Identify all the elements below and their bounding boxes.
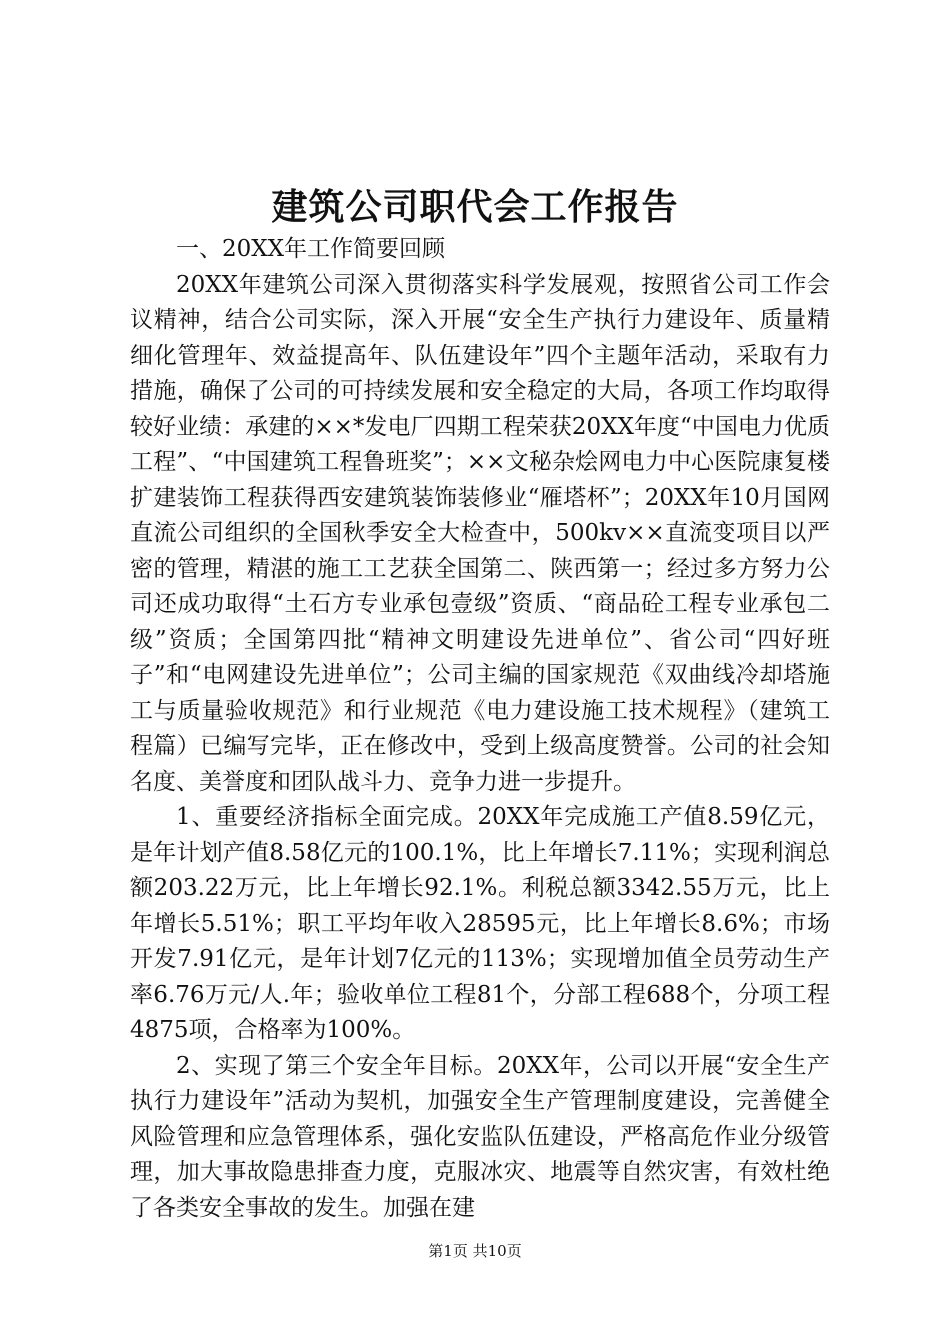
document-body (130, 232, 830, 1226)
paragraph-overview: 20XX年建筑公司深入贯彻落实科学发展观，按照省公司工作会议精神，结合公司实际，深入开展“安全生产执行力建设年、质量精细化管理年、效益提高年、队伍建设年”四个主题年活动，采取有力措施，确保了公司的可持续发展和安全稳定的大局，各项工作均取得较好业绩：承建的××*发电厂四期工程荣获20XX年度“中国电力优质工程”、“中国建筑工程鲁班奖”；××文秘杂烩网电力中心医院康复楼扩建装饰工程获得西安建筑装饰装修业“雁塔杯”；20XX年10月国网直流公司组织的全国秋季安全大检查中，500kv××直流变项目以严密的管理，精湛的施工工艺获全国第二、陕西第一；经过多方努力公司还成功取得“土石方专业承包壹级”资质、“商品砼工程专业承包二级”资质；全国第四批“精神文明建设先进单位”、省公司“四好班子”和“电网建设先进单位”；公司主编的国家规范《双曲线冷却塔施工与质量验收规范》和行业规范《电力建设施工技术规程》（建筑工程篇）已编写完毕，正在修改中，受到上级高度赞誉。公司的社会知名度、美誉度和团队战斗力、竞争力进一步提升。 (130, 271, 830, 795)
paragraph-economic-indicators: 1、重要经济指标全面完成。20XX年完成施工产值8.59亿元，是年计划产值8.58亿元的100.1%，比上年增长7.11%；实现利润总额203.22万元，比上年增长92.1%。利税总额3342.55万元，比上年增长5.51%；职工平均年收入28595元，比上年增长8.6%；市场开发7.91亿元，是年计划7亿元的113%；实现增加值全员劳动生产率6.76万元/人.年；验收单位工程81个，分部工程688个，分项工程4875项，合格率为100%。 (130, 804, 830, 1043)
section-heading: 一、20XX年工作简要回顾 (176, 236, 446, 262)
document-title: 建筑公司职代会工作报告 (271, 187, 679, 228)
paragraph-safety-goal: 2、实现了第三个安全年目标。20XX年，公司以开展“安全生产执行力建设年”活动为契机，加强安全生产管理制度建设，完善健全风险管理和应急管理体系，强化安监队伍建设，严格高危作业分级管理，加大事故隐患排查力度，克服冰灾、地震等自然灾害，有效杜绝了各类安全事故的发生。加强在建 (130, 1052, 830, 1221)
page-footer: 第1页 共10页 (428, 1242, 522, 1260)
